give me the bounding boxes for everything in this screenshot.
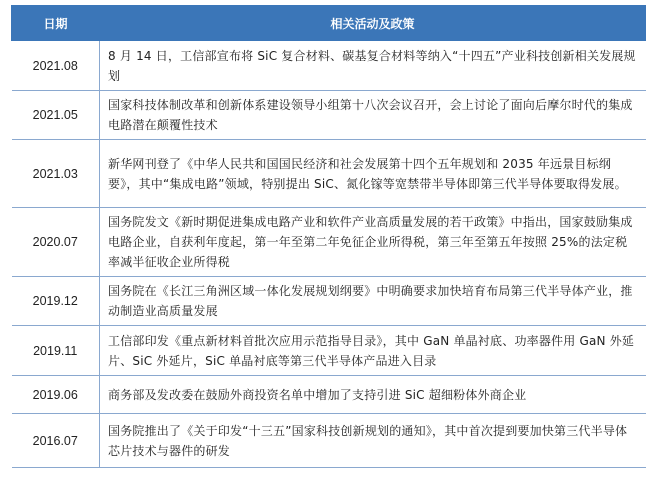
table-row (12, 414, 646, 468)
row-date: 2021.08 (12, 41, 100, 91)
row-policy-text: 国务院发文《新时期促进集成电路产业和软件产业高质量发展的若干政策》中指出，国家鼓励集成电路企业，自获利年度起，第一年至第二年免征企业所得税，第三年至第五年按照 25%的法定税率减半征收企业所得税 (100, 208, 646, 277)
table-row (12, 91, 646, 140)
row-date: 2020.07 (12, 208, 100, 277)
table-row (12, 376, 646, 414)
row-policy-text: 8 月 14 日，工信部宣布将 SiC 复合材料、碳基复合材料等纳入“十四五”产业科技创新相关发展规划 (100, 41, 646, 91)
row-policy-text: 新华网刊登了《中华人民共和国国民经济和社会发展第十四个五年规划和 2035 年远景目标纲要》，其中“集成电路”领域，特别提出 SiC、氮化镓等宽禁带半导体即第三代半导体要取得发展。 (100, 140, 646, 208)
table-row (12, 140, 646, 208)
row-policy-text: 国务院在《长江三角洲区域一体化发展规划纲要》中明确要求加快培育布局第三代半导体产业，推动制造业高质量发展 (100, 277, 646, 326)
table-row (12, 277, 646, 326)
policy-column-header: 相关活动及政策 (100, 6, 646, 41)
row-policy-text: 国家科技体制改革和创新体系建设领导小组第十八次会议召开，会上讨论了面向后摩尔时代的集成电路潜在颠覆性技术 (100, 91, 646, 140)
row-date: 2016.07 (12, 414, 100, 468)
row-policy-text: 工信部印发《重点新材料首批次应用示范指导目录》，其中 GaN 单晶衬底、功率器件用 GaN 外延片、SiC 外延片，SiC 单晶衬底等第三代半导体产品进入目录 (100, 326, 646, 376)
row-date: 2019.11 (12, 326, 100, 376)
policy-table (11, 5, 646, 468)
row-date: 2021.05 (12, 91, 100, 140)
date-column-header: 日期 (12, 6, 100, 41)
row-date: 2019.12 (12, 277, 100, 326)
row-date: 2019.06 (12, 376, 100, 414)
table-row (12, 208, 646, 277)
table-row (12, 41, 646, 91)
row-policy-text: 国务院推出了《关于印发“十三五”国家科技创新规划的通知》，其中首次提到要加快第三代半导体芯片技术与器件的研发 (100, 414, 646, 468)
table-header-row (12, 6, 646, 41)
table-row (12, 326, 646, 376)
row-date: 2021.03 (12, 140, 100, 208)
row-policy-text: 商务部及发改委在鼓励外商投资名单中增加了支持引进 SiC 超细粉体外商企业 (100, 376, 646, 414)
